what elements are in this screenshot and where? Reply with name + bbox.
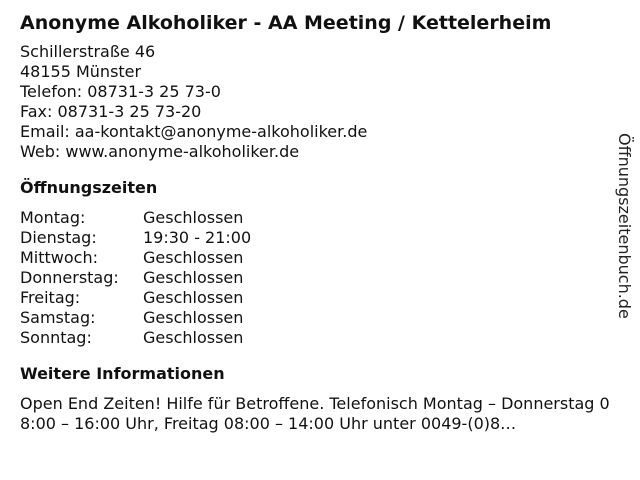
- hours-time: 19:30 - 21:00: [143, 228, 252, 247]
- city-line: 48155 Münster: [20, 62, 142, 81]
- opening-hours-table: [20, 208, 615, 348]
- email-line: Email: aa-kontakt@anonyme-alkoholiker.de: [20, 122, 368, 141]
- brand-watermark: Öffnungszeitenbuch.de: [615, 133, 634, 319]
- listing-card: [20, 10, 615, 434]
- page-title: Anonyme Alkoholiker - AA Meeting / Kettelerheim: [20, 12, 552, 34]
- hours-row: [20, 208, 615, 228]
- street-line: Schillerstraße 46: [20, 42, 156, 61]
- hours-time: Geschlossen: [143, 208, 244, 227]
- hours-row: [20, 288, 615, 308]
- phone-line: Telefon: 08731-3 25 73-0: [20, 82, 221, 101]
- hours-day: Sonntag:: [20, 328, 92, 347]
- more-info-text: Open End Zeiten! Hilfe für Betroffene. Telefonisch Montag – Donnerstag 08:00 – 16:00 Uhr, Freitag 08:00 – 14:00 Uhr unter 0049-(0)8…: [20, 394, 610, 433]
- web-line: Web: www.anonyme-alkoholiker.de: [20, 142, 300, 161]
- hours-time: Geschlossen: [143, 248, 244, 267]
- hours-time: Geschlossen: [143, 328, 244, 347]
- hours-day: Montag:: [20, 208, 86, 227]
- hours-row: [20, 328, 615, 348]
- hours-day: Dienstag:: [20, 228, 97, 247]
- hours-day: Freitag:: [20, 288, 81, 307]
- hours-time: Geschlossen: [143, 308, 244, 327]
- hours-day: Samstag:: [20, 308, 96, 327]
- hours-row: [20, 268, 615, 288]
- hours-row: [20, 308, 615, 328]
- more-info-heading: Weitere Informationen: [20, 364, 225, 383]
- hours-day: Mittwoch:: [20, 248, 98, 267]
- address-block: [20, 42, 615, 162]
- hours-time: Geschlossen: [143, 268, 244, 287]
- opening-hours-heading: Öffnungszeiten: [20, 178, 158, 197]
- fax-line: Fax: 08731-3 25 73-20: [20, 102, 202, 121]
- hours-day: Donnerstag:: [20, 268, 119, 287]
- hours-row: [20, 228, 615, 248]
- hours-row: [20, 248, 615, 268]
- hours-time: Geschlossen: [143, 288, 244, 307]
